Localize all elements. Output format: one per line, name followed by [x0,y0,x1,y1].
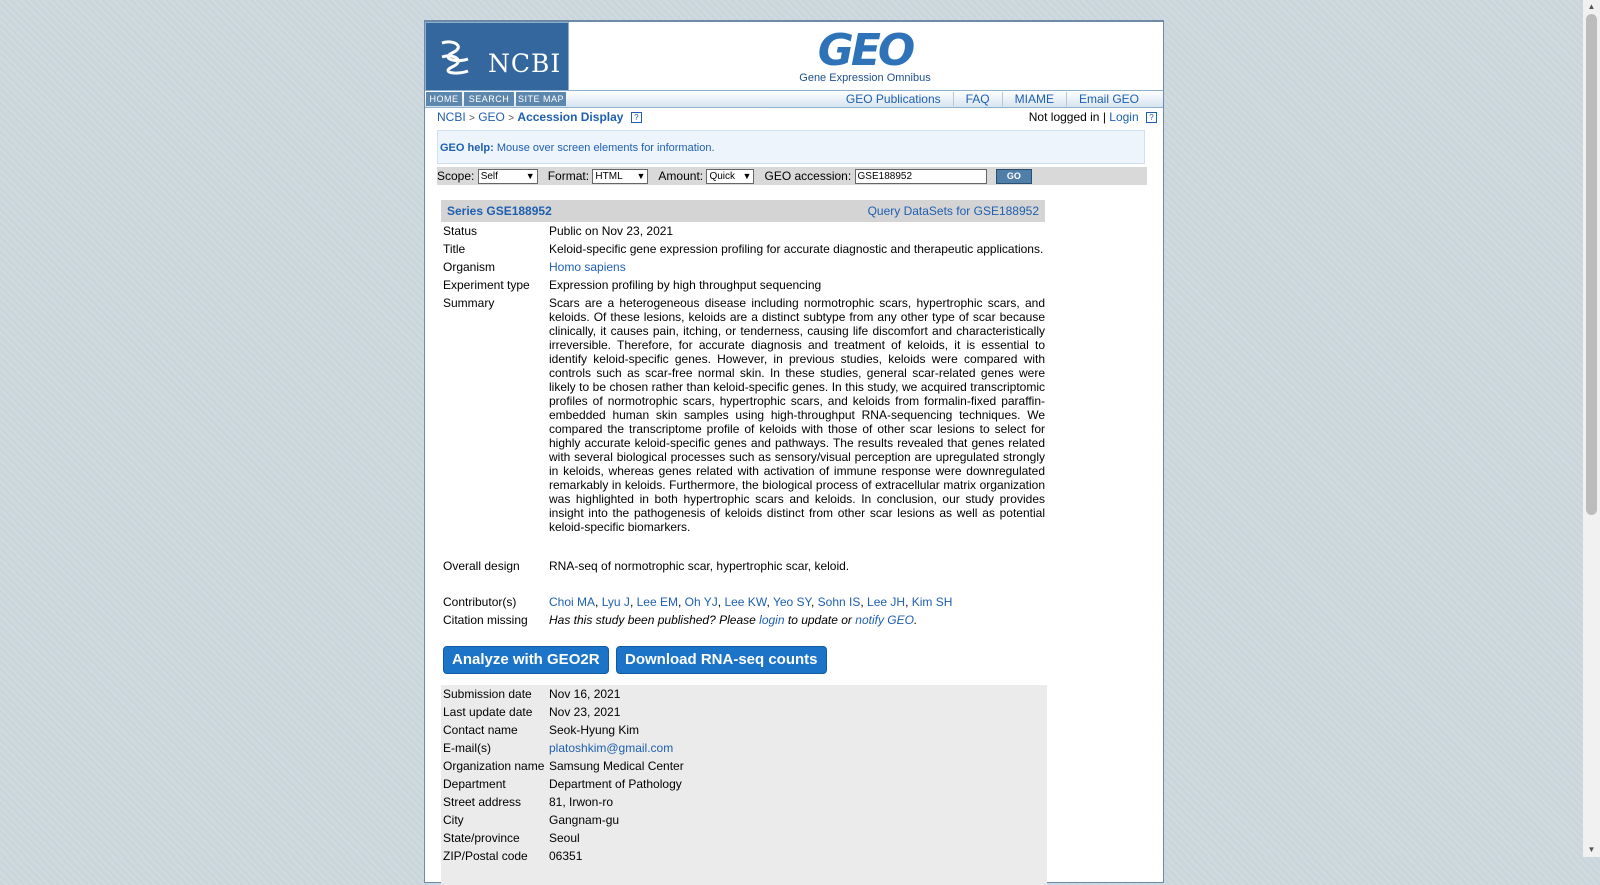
breadcrumb-ncbi[interactable]: NCBI [437,110,466,124]
breadcrumb [437,110,642,124]
contributors-label: Contributor(s) [443,595,517,609]
email-geo-link[interactable]: Email GEO [1066,92,1151,106]
title-label: Title [443,242,466,256]
department-value: Department of Pathology [549,777,682,791]
experiment-type-label: Experiment type [443,278,530,292]
geo-logo[interactable] [795,25,935,90]
chevron-down-icon: ▼ [742,171,752,182]
geo-help-label: GEO help: [440,142,494,154]
top-navbar [425,90,1163,108]
experiment-type-value: Expression profiling by high throughput sequencing [549,278,822,292]
email-label: E-mail(s) [443,741,491,755]
zip-label: ZIP/Postal code [443,849,528,863]
login-link[interactable]: Login [1109,110,1139,124]
format-label: Format: [547,169,590,183]
breadcrumb-geo[interactable]: GEO [478,110,505,124]
login-status: Not logged in | [1028,110,1106,124]
citation-message [549,613,1045,627]
go-button[interactable]: GO [996,169,1032,184]
contributors-list: Choi MA, Lyu J, Lee EM, Oh YJ, Lee KW, Yeo SY, Sohn IS, Lee JH, Kim SH [549,595,953,609]
overall-design-label: Overall design [443,559,520,573]
title-value: Keloid-specific gene expression profiling for accurate diagnostic and therapeutic applications. [549,242,1044,256]
ncbi-helix-icon [438,37,472,77]
overall-design-value: RNA-seq of normotrophic scar, hypertrophic scar, keloid. [549,559,850,573]
citation-text: to update or [787,613,852,627]
query-datasets-link[interactable]: Query DataSets for GSE188952 [867,204,1039,218]
format-value: HTML [595,171,623,183]
submission-date-value: Nov 16, 2021 [549,687,621,701]
state-label: State/province [443,831,520,845]
geo-logo-tagline: Gene Expression Omnibus [799,72,931,84]
nav-home-button[interactable]: HOME [426,92,462,106]
breadcrumb-separator: > [469,113,475,124]
download-rnaseq-counts-button[interactable]: Download RNA-seq counts [616,646,827,674]
organization-label: Organization name [443,759,545,773]
citation-text: . [913,613,918,627]
contributor-link[interactable]: Lee EM [636,595,678,609]
ncbi-logo-text: NCBI [488,49,562,78]
email-link[interactable]: platoshkim@gmail.com [549,741,674,755]
contact-name-label: Contact name [443,723,518,737]
contributor-link[interactable]: Choi MA [549,595,596,609]
login-area [1029,110,1157,124]
zip-value: 06351 [549,849,583,863]
street-address-value: 81, Irwon-ro [549,795,614,809]
help-icon[interactable]: ? [631,112,642,123]
scroll-down-arrow-icon[interactable]: ▼ [1587,845,1596,854]
organism-link[interactable]: Homo sapiens [549,260,626,274]
series-header [441,200,1045,222]
city-label: City [443,813,464,827]
ncbi-logo[interactable] [425,22,569,92]
summary-value: Scars are a heterogeneous disease including normotrophic scars, hypertrophic scars, and keloids. Of these lesions, keloids are a distinct subtype from any other type of scar because clinically, it causes pain, itching, or tenderness, causing life discomfort and characteristically irreversible. Therefore, for accurate diagnosis and treatment of keloids, it is essential to identify keloid-specific genes. However, in previous studies, keloids were compared with controls such as scar-free normal skin. In these studies, general scar-related genes were likely to be chosen rather than keloid-specific genes. In this study, we acquired transcriptomic profiles of normotrophic scars, hypertrophic scars, and keloids from formalin-fixed paraffin-embedded human skin samples using high-throughput RNA-sequencing techniques. We compared the transcriptome profile of keloids with those of other scar lesions to select for highly accurate keloid-specific genes and pathways. The results revealed that genes related with several biological processes such as sensory/visual perception are upregulated strongly in keloids, whereas genes related with activation of immune response were downregulated remarkably in keloids. Furthermore, the biological process of extracellular matrix organization was highlighted in both hypertrophic scars and keloids. In conclusion, our study provides insight into the pathogenesis of keloids distinct from other scar lesions as well as potential keloid-specific biomarkers. [549,296,1045,534]
breadcrumb-current: Accession Display [517,110,624,124]
contributor-link[interactable]: Sohn IS [817,595,861,609]
amount-value: Quick [709,171,736,183]
scroll-up-arrow-icon[interactable]: ▲ [1587,2,1596,11]
notify-geo-link[interactable]: notify GEO [855,613,914,627]
format-select[interactable] [592,169,648,184]
scope-select[interactable] [478,169,538,184]
contributor-link[interactable]: Oh YJ [684,595,718,609]
top-links [834,91,1151,107]
citation-login-link[interactable]: login [759,613,785,627]
miame-link[interactable]: MIAME [1002,92,1066,106]
scope-value: Self [480,171,498,183]
contributor-link[interactable]: Yeo SY [772,595,811,609]
scrollbar-thumb[interactable] [1586,14,1597,515]
geo-publications-link[interactable]: GEO Publications [845,92,941,106]
accession-search-bar [437,167,1147,185]
contributor-link[interactable]: Lee KW [724,595,767,609]
geo-help-box [437,130,1145,164]
submission-info-table [441,685,1047,885]
chevron-down-icon: ▼ [636,171,646,182]
citation-text: Has this study been published? Please [549,613,756,627]
chevron-down-icon: ▼ [525,171,535,182]
contributor-link[interactable]: Kim SH [911,595,953,609]
nav-search-button[interactable]: SEARCH [464,92,514,106]
accession-input[interactable]: GSE188952 [855,169,987,184]
summary-label: Summary [443,296,495,310]
faq-link[interactable]: FAQ [953,92,1002,106]
page-scrollbar[interactable] [1583,0,1600,857]
state-value: Seoul [549,831,580,845]
last-update-value: Nov 23, 2021 [549,705,621,719]
street-address-label: Street address [443,795,522,809]
series-heading: Series GSE188952 [447,204,552,218]
city-value: Gangnam-gu [549,813,620,827]
breadcrumb-separator: > [508,113,515,124]
last-update-label: Last update date [443,705,533,719]
status-value: Public on Nov 23, 2021 [549,224,674,238]
amount-select[interactable] [706,169,754,184]
department-label: Department [443,777,506,791]
status-label: Status [443,224,478,238]
analyze-geo2r-button[interactable]: Analyze with GEO2R [443,646,609,674]
contributor-link[interactable]: Lee JH [867,595,906,609]
accession-label: GEO accession: [764,169,852,183]
citation-label: Citation missing [443,613,528,627]
help-icon[interactable]: ? [1146,112,1157,123]
organization-value: Samsung Medical Center [549,759,684,773]
amount-label: Amount: [658,169,704,183]
scope-label: Scope: [437,169,475,183]
submission-date-label: Submission date [443,687,532,701]
contributor-link[interactable]: Lyu J [601,595,630,609]
geo-help-text: Mouse over screen elements for information. [496,142,715,154]
nav-sitemap-button[interactable]: SITE MAP [517,94,564,104]
geo-page [424,20,1164,883]
contact-name-value: Seok-Hyung Kim [549,723,640,737]
geo-logo-text: GEO [817,25,913,76]
organism-label: Organism [443,260,496,274]
